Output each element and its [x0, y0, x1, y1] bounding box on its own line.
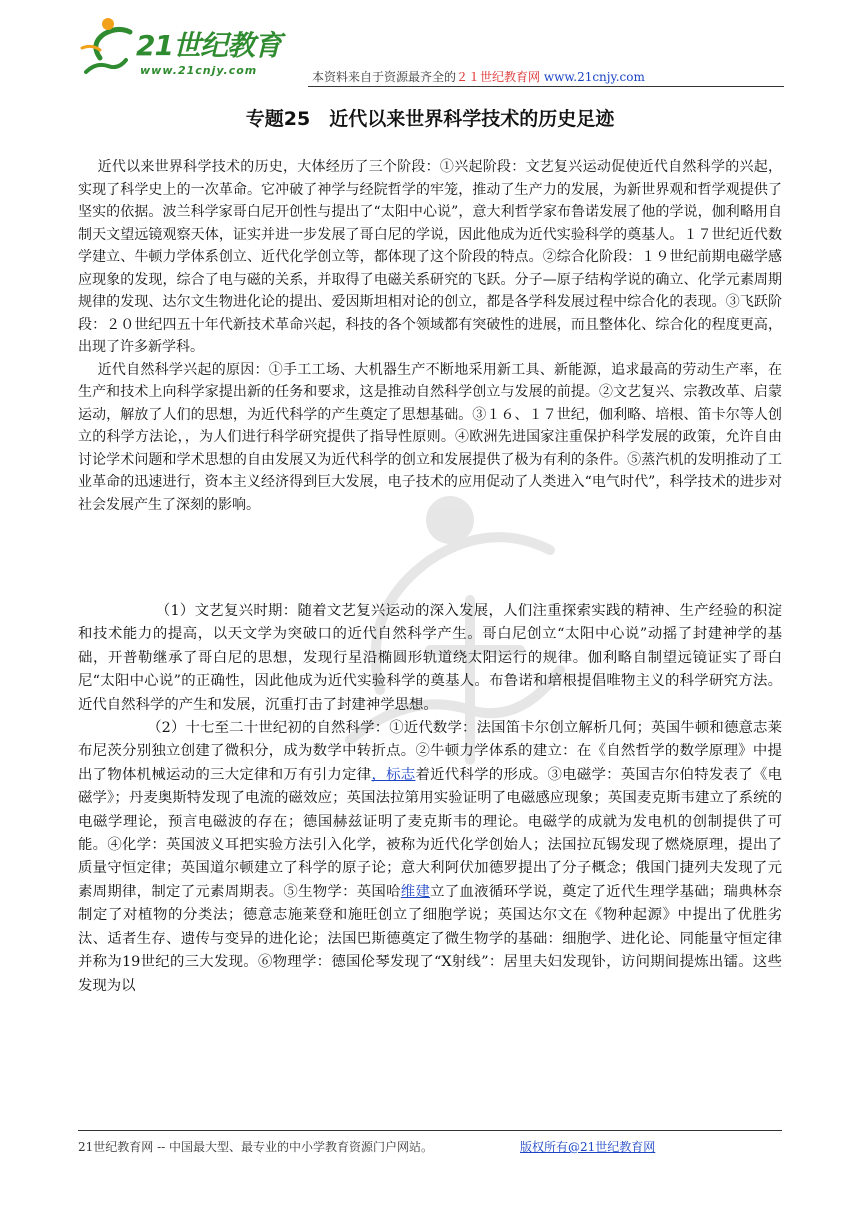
- footer-divider: [78, 1130, 782, 1131]
- text-segment: （2）十七至二十世纪初的自然科学：①近代数学：法国笛卡尔创立解析几何；英国牛顿和德意志莱布尼茨分别独立创建了微积分，成为数学中转折点。②牛顿力学体系的建立：在《自然哲学的数学原理》中提出了物体机械运动的三大定律和万有引力定律: [78, 720, 782, 783]
- page-footer: [78, 1138, 782, 1155]
- page-header: [78, 14, 784, 86]
- header-divider: [308, 86, 784, 87]
- logo-text: 21世纪教育: [136, 29, 281, 62]
- inline-link-weijian[interactable]: 维建: [400, 883, 431, 900]
- logo-url: www.21cnjy.com: [140, 64, 258, 77]
- detail-section: [78, 600, 782, 998]
- header-note: [312, 68, 645, 85]
- footer-site-description: 21世纪教育网 -- 中国最大型、最专业的中小学教育资源门户网站。: [78, 1140, 434, 1154]
- text-segment: 立了血液循环学说，奠定了近代生理学基础；瑞典林奈制定了对植物的分类法；德意志施莱登和施旺创立了细胞学说；英国达尔文在《物种起源》中提出了优胜劣汰、适者生存、遗传与变异的进化论；法国巴斯德奠定了微生物学的基础：细胞学、进化论、同能量守恒定律并称为19世纪的三大发现。⑥物理学：德国伦琴发现了“X射线”：居里夫妇发现钋，访问期间提炼出镭。这些发现为以: [78, 883, 782, 994]
- header-note-prefix: 本资料来自于资源最齐全的: [312, 70, 457, 84]
- paragraph-renaissance: （1）文艺复兴时期：随着文艺复兴运动的深入发展，人们注重探索实践的精神、生产经验的积淀和技术能力的提高，以天文学为突破口的近代自然科学产生。哥白尼创立“太阳中心说”动摇了封建神学的基础，开普勒继承了哥白尼的思想，发现行星沿椭圆形轨道绕太阳运行的规律。伽利略自制望远镜证实了哥白尼“太阳中心说”的正确性，因此他成为近代实验科学的奠基人。布鲁诺和培根提倡唯物主义的科学研究方法。近代自然科学的产生和发展，沉重打击了封建神学思想。: [78, 603, 782, 713]
- paragraph-17-20-century: [78, 717, 782, 998]
- site-logo[interactable]: [78, 14, 288, 82]
- intro-section: [78, 156, 782, 516]
- text-segment: 着近代科学的形成。③电磁学：英国吉尔伯特发表了《电磁学》；丹麦奥斯特发现了电流的磁效应；英国法拉第用实验证明了电磁感应现象；英国麦克斯韦建立了系统的电磁学理论，预言电磁波的存在；德国赫兹证明了麦克斯韦的理论。电磁学的成就为发电机的创制提供了可能。④化学：英国波义耳把实验方法引入化学，被称为近代化学创始人；法国拉瓦锡发现了燃烧原理，提出了质量守恒定律；英国道尔顿建立了科学的原子论；意大利阿伏加德罗提出了分子概念；俄国门捷列夫发现了元素周期律，制定了元素周期表。⑤生物学：英国哈: [78, 766, 782, 900]
- paragraph-causes: 近代自然科学兴起的原因：①手工工场、大机器生产不断地采用新工具、新能源，追求最高的劳动生产率，在生产和技术上向科学家提出新的任务和要求，这是推动自然科学创立与发展的前提。②文艺复兴、宗教改革、启蒙运动，解放了人们的思想，为近代科学的产生奠定了思想基础。③１６、１７世纪，伽利略、培根、笛卡尔等人创立的科学方法论，，为人们进行科学研究提供了指导性原则。④欧洲先进国家注重保护科学发展的政策，允许自由讨论学术问题和学术思想的自由发展又为近代科学的创立和发展提供了极为有利的条件。⑤蒸汽机的发明推动了工业革命的迅速进行，资本主义经济得到巨大发展，电子技术的应用促动了人类进入“电气时代”，科学技术的进步对社会发展产生了深刻的影响。: [78, 361, 782, 513]
- paragraph-stages: 近代以来世界科学技术的历史，大体经历了三个阶段：①兴起阶段：文艺复兴运动促使近代自然科学的兴起，实现了科学史上的一次革命。它冲破了神学与经院哲学的牢笼，推动了生产力的发展，为新世界观和哲学观提供了坚实的依据。波兰科学家哥白尼开创性与提出了“太阳中心说”，意大利哲学家布鲁诺发展了他的学说，伽利略用自制天文望远镜观察天体，证实并进一步发展了哥白尼的学说，因此他成为近代实验科学的奠基人。１７世纪近代数学建立、牛顿力学体系创立、近代化学创立等，都体现了这个阶段的特点。②综合化阶段：１９世纪前期电磁学感应现象的发现，综合了电与磁的关系，并取得了电磁关系研究的飞跃。分子—原子结构学说的确立、化学元素周期规律的发现、达尔文生物进化论的提出、爱因斯坦相对论的创立，都是各学科发展过程中综合化的表现。③飞跃阶段：２０世纪四五十年代新技术革命兴起，科技的各个领域都有突破性的进展，而且整体化、综合化的程度更高，出现了许多新学科。: [78, 159, 782, 355]
- header-site-url[interactable]: www.21cnjy.com: [543, 70, 645, 84]
- footer-copyright-link[interactable]: 版权所有@21世纪教育网: [520, 1140, 656, 1154]
- inline-link-biaozhi[interactable]: ，标志: [371, 766, 416, 783]
- page-title: 专题25 近代以来世界科学技术的历史足迹: [245, 108, 615, 130]
- header-site-name[interactable]: ２１世纪教育网: [456, 70, 541, 84]
